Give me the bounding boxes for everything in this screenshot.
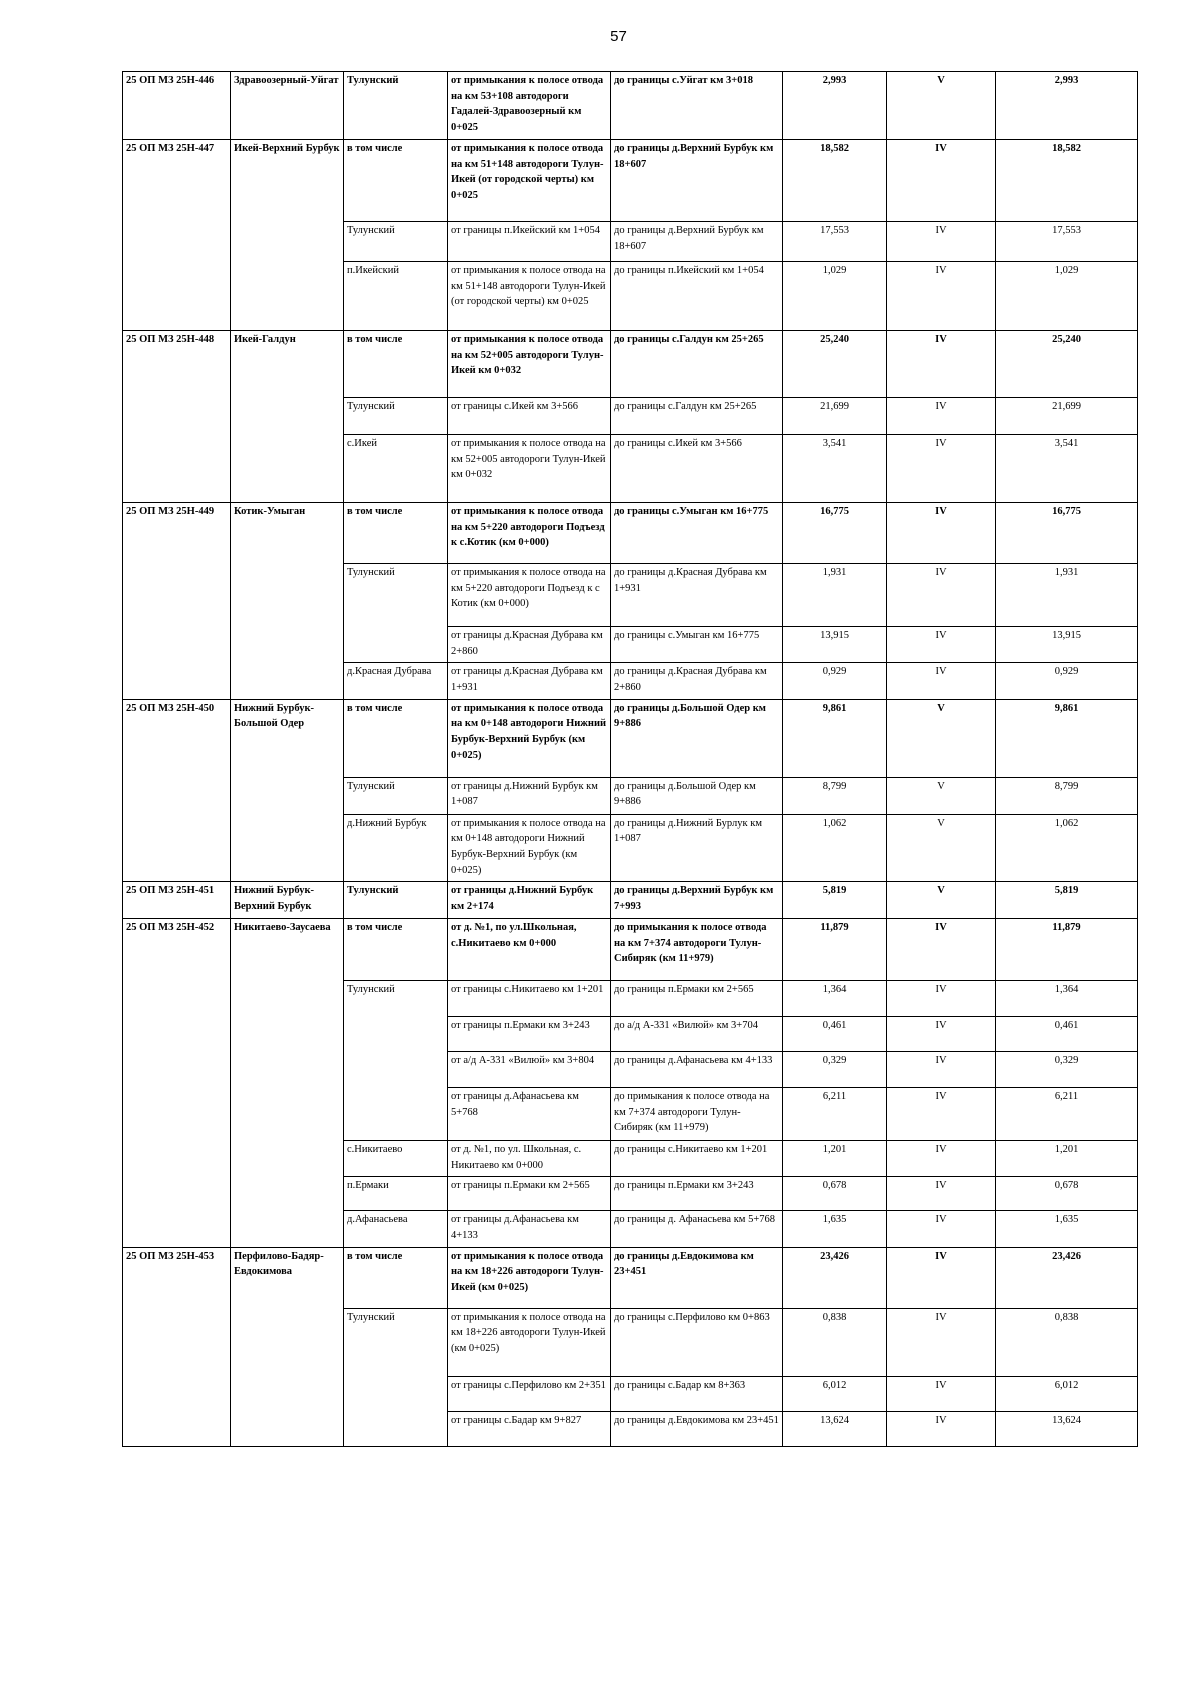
road-code-cell: 25 ОП МЗ 25Н-453 (123, 1247, 231, 1308)
section-start-cell: от примыкания к полосе отвода на км 52+005 автодороги Тулун-Икей км 0+032 (448, 434, 611, 502)
length-cell: 1,201 (783, 1140, 887, 1176)
category-cell: IV (887, 1247, 996, 1308)
road-name-cell: Котик-Умыган (231, 502, 344, 563)
category-cell: IV (887, 1140, 996, 1176)
road-code-cell: 25 ОП МЗ 25Н-448 (123, 330, 231, 397)
section-start-cell: от границы п.Ермаки км 3+243 (448, 1016, 611, 1051)
section-end-cell: до границы д.Красная Дубрава км 2+860 (611, 663, 783, 699)
total-length-cell: 11,879 (996, 918, 1138, 980)
road-name-cell (231, 1087, 344, 1140)
table-row (123, 139, 1138, 221)
table-row (123, 1177, 1138, 1211)
area-cell: в том числе (344, 1247, 448, 1308)
road-name-cell (231, 777, 344, 814)
length-cell: 21,699 (783, 397, 887, 434)
road-code-cell: 25 ОП МЗ 25Н-449 (123, 502, 231, 563)
section-end-cell: до примыкания к полосе отвода на км 7+374 автодороги Тулун-Сибиряк (км 11+979) (611, 1087, 783, 1140)
area-cell: Тулунский (344, 221, 448, 261)
area-cell: в том числе (344, 502, 448, 563)
section-start-cell: от примыкания к полосе отвода на км 52+005 автодороги Тулун-Икей км 0+032 (448, 330, 611, 397)
section-start-cell: от границы с.Бадар км 9+827 (448, 1411, 611, 1446)
table-row (123, 1140, 1138, 1176)
category-cell: IV (887, 1087, 996, 1140)
length-cell: 2,993 (783, 72, 887, 140)
road-name-cell (231, 261, 344, 330)
category-cell: IV (887, 1051, 996, 1087)
section-end-cell: до границы д.Верхний Бурбук км 18+607 (611, 221, 783, 261)
table-row (123, 221, 1138, 261)
page-number: 57 (610, 28, 627, 45)
road-name-cell: Икей-Верхний Бурбук (231, 139, 344, 221)
length-cell: 3,541 (783, 434, 887, 502)
road-name-cell (231, 1140, 344, 1176)
table-row (123, 1411, 1138, 1446)
total-length-cell: 13,624 (996, 1411, 1138, 1446)
area-cell (344, 1051, 448, 1087)
section-end-cell: до границы с.Бадар км 8+363 (611, 1376, 783, 1411)
area-cell: с.Никитаево (344, 1140, 448, 1176)
length-cell: 23,426 (783, 1247, 887, 1308)
section-end-cell: до границы д.Евдокимова км 23+451 (611, 1411, 783, 1446)
road-name-cell: Нижний Бурбук-Верхний Бурбук (231, 882, 344, 918)
table-row (123, 72, 1138, 140)
length-cell: 8,799 (783, 777, 887, 814)
table-row (123, 563, 1138, 626)
area-cell: в том числе (344, 139, 448, 221)
road-name-cell (231, 1308, 344, 1376)
category-cell: V (887, 814, 996, 882)
road-code-cell (123, 397, 231, 434)
total-length-cell: 13,915 (996, 626, 1138, 662)
road-name-cell: Икей-Галдун (231, 330, 344, 397)
section-end-cell: до границы с.Уйгат км 3+018 (611, 72, 783, 140)
road-name-cell: Здравоозерный-Уйгат (231, 72, 344, 140)
section-end-cell: до границы п.Ермаки км 2+565 (611, 980, 783, 1016)
road-code-cell (123, 1376, 231, 1411)
category-cell: IV (887, 1411, 996, 1446)
section-end-cell: до границы д.Большой Одер км 9+886 (611, 699, 783, 777)
category-cell: IV (887, 502, 996, 563)
road-code-cell (123, 980, 231, 1016)
section-start-cell: от примыкания к полосе отвода на км 0+148 автодороги Нижний Бурбук-Верхний Бурбук (км 0+025) (448, 699, 611, 777)
category-cell: V (887, 72, 996, 140)
section-end-cell: до границы п.Икейский км 1+054 (611, 261, 783, 330)
length-cell: 1,029 (783, 261, 887, 330)
total-length-cell: 1,201 (996, 1140, 1138, 1176)
length-cell: 1,364 (783, 980, 887, 1016)
road-code-cell: 25 ОП МЗ 25Н-452 (123, 918, 231, 980)
section-end-cell: до границы с.Никитаево км 1+201 (611, 1140, 783, 1176)
road-code-cell (123, 563, 231, 626)
road-name-cell (231, 1051, 344, 1087)
length-cell: 6,012 (783, 1376, 887, 1411)
road-code-cell: 25 ОП МЗ 25Н-451 (123, 882, 231, 918)
section-start-cell: от д. №1, по ул. Школьная, с. Никитаево км 0+000 (448, 1140, 611, 1176)
table-row (123, 330, 1138, 397)
section-end-cell: до границы п.Ермаки км 3+243 (611, 1177, 783, 1211)
section-start-cell: от границы д.Афанасьева км 4+133 (448, 1211, 611, 1247)
total-length-cell: 3,541 (996, 434, 1138, 502)
area-cell: Тулунский (344, 397, 448, 434)
category-cell: IV (887, 1308, 996, 1376)
table-row (123, 1016, 1138, 1051)
category-cell: IV (887, 221, 996, 261)
category-cell: IV (887, 626, 996, 662)
area-cell: Тулунский (344, 563, 448, 626)
road-code-cell (123, 814, 231, 882)
total-length-cell: 1,635 (996, 1211, 1138, 1247)
section-start-cell: от примыкания к полосе отвода на км 5+220 автодороги Подъезд к с Котик (км 0+000) (448, 563, 611, 626)
road-name-cell (231, 221, 344, 261)
section-start-cell: от границы с.Икей км 3+566 (448, 397, 611, 434)
category-cell: IV (887, 330, 996, 397)
area-cell: п.Икейский (344, 261, 448, 330)
category-cell: IV (887, 563, 996, 626)
table-row (123, 1211, 1138, 1247)
table-row (123, 626, 1138, 662)
road-code-cell (123, 1051, 231, 1087)
area-cell: п.Ермаки (344, 1177, 448, 1211)
section-end-cell: до границы с.Умыган км 16+775 (611, 626, 783, 662)
section-end-cell: до границы с.Икей км 3+566 (611, 434, 783, 502)
total-length-cell: 1,364 (996, 980, 1138, 1016)
length-cell: 16,775 (783, 502, 887, 563)
section-start-cell: от границы п.Икейский км 1+054 (448, 221, 611, 261)
table-row (123, 434, 1138, 502)
total-length-cell: 5,819 (996, 882, 1138, 918)
section-start-cell: от примыкания к полосе отвода на км 51+148 автодороги Тулун-Икей (от городской черты) км 0+025 (448, 261, 611, 330)
road-code-cell (123, 434, 231, 502)
section-start-cell: от примыкания к полосе отвода на км 5+220 автодороги Подъезд к с.Котик (км 0+000) (448, 502, 611, 563)
category-cell: IV (887, 1016, 996, 1051)
roads-table (122, 71, 1138, 1447)
road-name-cell (231, 626, 344, 662)
area-cell: Тулунский (344, 882, 448, 918)
road-code-cell (123, 261, 231, 330)
table-row (123, 1051, 1138, 1087)
length-cell: 0,678 (783, 1177, 887, 1211)
road-code-cell (123, 663, 231, 699)
total-length-cell: 0,329 (996, 1051, 1138, 1087)
area-cell (344, 1411, 448, 1446)
section-start-cell: от а/д А-331 «Вилюй» км 3+804 (448, 1051, 611, 1087)
total-length-cell: 9,861 (996, 699, 1138, 777)
total-length-cell: 16,775 (996, 502, 1138, 563)
table-row (123, 1308, 1138, 1376)
section-end-cell: до границы с.Перфилово км 0+863 (611, 1308, 783, 1376)
area-cell: с.Икей (344, 434, 448, 502)
table-row (123, 261, 1138, 330)
table-row (123, 918, 1138, 980)
section-start-cell: от примыкания к полосе отвода на км 53+108 автодороги Гадалей-Здравоозерный км 0+025 (448, 72, 611, 140)
road-code-cell: 25 ОП МЗ 25Н-446 (123, 72, 231, 140)
road-code-cell (123, 777, 231, 814)
total-length-cell: 8,799 (996, 777, 1138, 814)
table-row (123, 1376, 1138, 1411)
area-cell: в том числе (344, 699, 448, 777)
area-cell: д.Афанасьева (344, 1211, 448, 1247)
section-start-cell: от примыкания к полосе отвода на км 18+226 автодороги Тулун-Икей (км 0+025) (448, 1247, 611, 1308)
road-code-cell (123, 1411, 231, 1446)
section-end-cell: до границы д.Нижний Бурлук км 1+087 (611, 814, 783, 882)
section-end-cell: до примыкания к полосе отвода на км 7+374 автодороги Тулун-Сибиряк (км 11+979) (611, 918, 783, 980)
total-length-cell: 0,461 (996, 1016, 1138, 1051)
total-length-cell: 23,426 (996, 1247, 1138, 1308)
total-length-cell: 1,062 (996, 814, 1138, 882)
section-end-cell: до границы д. Афанасьева км 5+768 (611, 1211, 783, 1247)
table-row (123, 397, 1138, 434)
length-cell: 17,553 (783, 221, 887, 261)
category-cell: IV (887, 663, 996, 699)
category-cell: IV (887, 139, 996, 221)
road-name-cell (231, 1211, 344, 1247)
section-start-cell: от границы д.Нижний Бурбук км 1+087 (448, 777, 611, 814)
total-length-cell: 6,012 (996, 1376, 1138, 1411)
total-length-cell: 6,211 (996, 1087, 1138, 1140)
road-name-cell (231, 434, 344, 502)
category-cell: IV (887, 434, 996, 502)
section-start-cell: от границы п.Ермаки км 2+565 (448, 1177, 611, 1211)
section-end-cell: до а/д А-331 «Вилюй» км 3+704 (611, 1016, 783, 1051)
category-cell: IV (887, 1177, 996, 1211)
section-end-cell: до границы д.Евдокимова км 23+451 (611, 1247, 783, 1308)
section-start-cell: от границы д.Красная Дубрава км 1+931 (448, 663, 611, 699)
area-cell: д.Красная Дубрава (344, 663, 448, 699)
length-cell: 0,838 (783, 1308, 887, 1376)
road-name-cell: Перфилово-Бадяр-Евдокимова (231, 1247, 344, 1308)
area-cell (344, 1016, 448, 1051)
category-cell: IV (887, 1376, 996, 1411)
road-name-cell (231, 1177, 344, 1211)
category-cell: IV (887, 261, 996, 330)
table-row (123, 1087, 1138, 1140)
section-end-cell: до границы с.Умыган км 16+775 (611, 502, 783, 563)
length-cell: 1,931 (783, 563, 887, 626)
section-start-cell: от границы д.Афанасьева км 5+768 (448, 1087, 611, 1140)
length-cell: 18,582 (783, 139, 887, 221)
table-row (123, 502, 1138, 563)
length-cell: 5,819 (783, 882, 887, 918)
category-cell: V (887, 882, 996, 918)
length-cell: 9,861 (783, 699, 887, 777)
area-cell (344, 1376, 448, 1411)
category-cell: IV (887, 1211, 996, 1247)
area-cell (344, 1087, 448, 1140)
category-cell: IV (887, 980, 996, 1016)
length-cell: 6,211 (783, 1087, 887, 1140)
area-cell: в том числе (344, 918, 448, 980)
area-cell: Тулунский (344, 1308, 448, 1376)
section-end-cell: до границы д.Афанасьева км 4+133 (611, 1051, 783, 1087)
category-cell: IV (887, 918, 996, 980)
road-name-cell: Нижний Бурбук-Большой Одер (231, 699, 344, 777)
section-end-cell: до границы д.Верхний Бурбук км 18+607 (611, 139, 783, 221)
road-name-cell (231, 814, 344, 882)
length-cell: 0,929 (783, 663, 887, 699)
road-name-cell (231, 1411, 344, 1446)
category-cell: IV (887, 397, 996, 434)
section-end-cell: до границы д.Верхний Бурбук км 7+993 (611, 882, 783, 918)
total-length-cell: 25,240 (996, 330, 1138, 397)
table-row (123, 882, 1138, 918)
section-end-cell: до границы д.Красная Дубрава км 1+931 (611, 563, 783, 626)
road-name-cell (231, 980, 344, 1016)
road-name-cell: Никитаево-Заусаева (231, 918, 344, 980)
section-start-cell: от примыкания к полосе отвода на км 0+148 автодороги Нижний Бурбук-Верхний Бурбук (км 0+025) (448, 814, 611, 882)
total-length-cell: 1,029 (996, 261, 1138, 330)
length-cell: 13,624 (783, 1411, 887, 1446)
total-length-cell: 17,553 (996, 221, 1138, 261)
area-cell: Тулунский (344, 980, 448, 1016)
section-end-cell: до границы д.Большой Одер км 9+886 (611, 777, 783, 814)
total-length-cell: 1,931 (996, 563, 1138, 626)
road-code-cell: 25 ОП МЗ 25Н-447 (123, 139, 231, 221)
length-cell: 11,879 (783, 918, 887, 980)
road-code-cell (123, 1016, 231, 1051)
section-start-cell: от д. №1, по ул.Школьная, с.Никитаево км 0+000 (448, 918, 611, 980)
total-length-cell: 21,699 (996, 397, 1138, 434)
table-row (123, 699, 1138, 777)
category-cell: V (887, 777, 996, 814)
roads-table-body (123, 72, 1138, 1447)
table-row (123, 1247, 1138, 1308)
length-cell: 25,240 (783, 330, 887, 397)
total-length-cell: 0,678 (996, 1177, 1138, 1211)
section-start-cell: от примыкания к полосе отвода на км 18+226 автодороги Тулун-Икей (км 0+025) (448, 1308, 611, 1376)
road-name-cell (231, 397, 344, 434)
section-start-cell: от примыкания к полосе отвода на км 51+148 автодороги Тулун-Икей (от городской черты) км 0+025 (448, 139, 611, 221)
table-row (123, 814, 1138, 882)
total-length-cell: 0,838 (996, 1308, 1138, 1376)
section-start-cell: от границы с.Никитаево км 1+201 (448, 980, 611, 1016)
table-row (123, 663, 1138, 699)
length-cell: 0,461 (783, 1016, 887, 1051)
area-cell: д.Нижний Бурбук (344, 814, 448, 882)
category-cell: V (887, 699, 996, 777)
area-cell: Тулунский (344, 72, 448, 140)
road-code-cell (123, 221, 231, 261)
road-name-cell (231, 663, 344, 699)
section-end-cell: до границы с.Галдун км 25+265 (611, 397, 783, 434)
section-start-cell: от границы д.Красная Дубрава км 2+860 (448, 626, 611, 662)
table-row (123, 980, 1138, 1016)
section-start-cell: от границы с.Перфилово км 2+351 (448, 1376, 611, 1411)
table-row (123, 777, 1138, 814)
road-code-cell (123, 1308, 231, 1376)
road-code-cell (123, 1140, 231, 1176)
road-code-cell: 25 ОП МЗ 25Н-450 (123, 699, 231, 777)
section-start-cell: от границы д.Нижний Бурбук км 2+174 (448, 882, 611, 918)
area-cell (344, 626, 448, 662)
length-cell: 1,635 (783, 1211, 887, 1247)
road-code-cell (123, 626, 231, 662)
area-cell: Тулунский (344, 777, 448, 814)
road-code-cell (123, 1177, 231, 1211)
total-length-cell: 18,582 (996, 139, 1138, 221)
road-code-cell (123, 1087, 231, 1140)
area-cell: в том числе (344, 330, 448, 397)
road-code-cell (123, 1211, 231, 1247)
length-cell: 1,062 (783, 814, 887, 882)
length-cell: 13,915 (783, 626, 887, 662)
length-cell: 0,329 (783, 1051, 887, 1087)
total-length-cell: 2,993 (996, 72, 1138, 140)
total-length-cell: 0,929 (996, 663, 1138, 699)
road-name-cell (231, 563, 344, 626)
road-name-cell (231, 1376, 344, 1411)
section-end-cell: до границы с.Галдун км 25+265 (611, 330, 783, 397)
road-name-cell (231, 1016, 344, 1051)
